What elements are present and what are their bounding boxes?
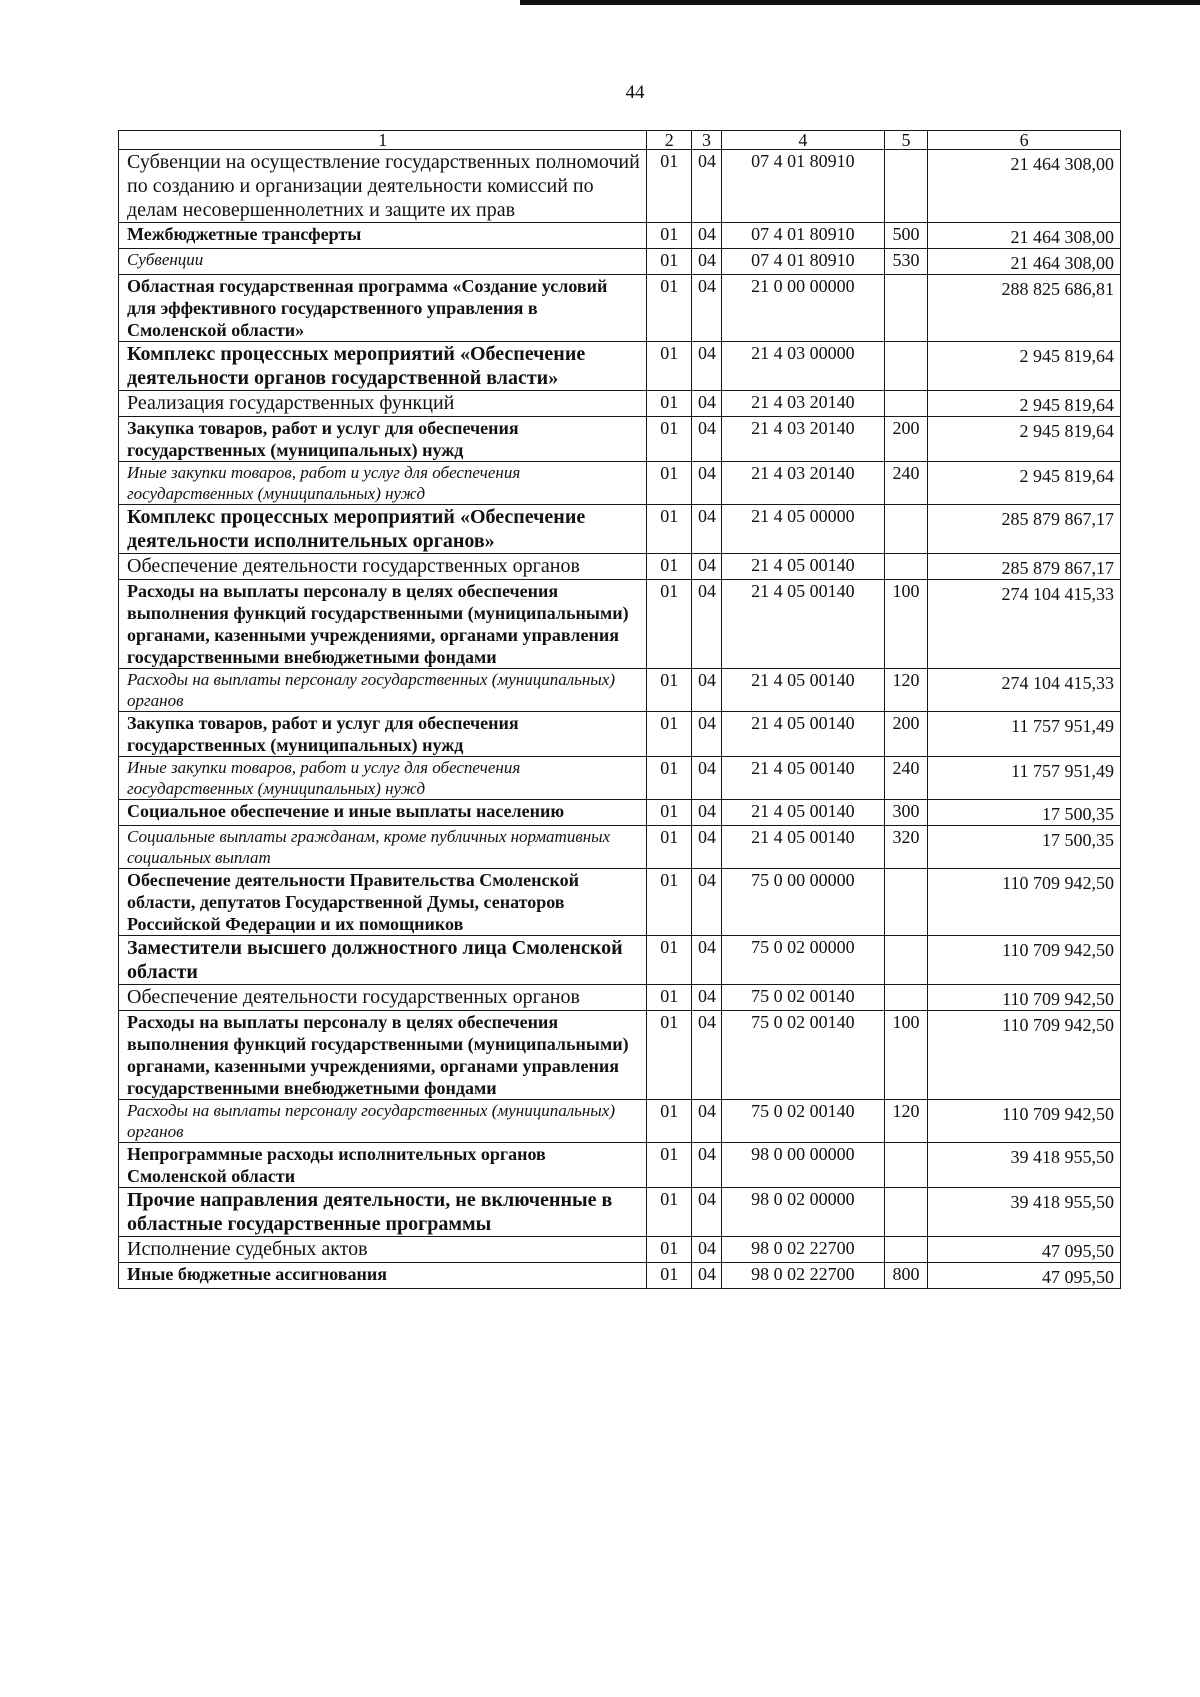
row-subsection-cell: 04 bbox=[692, 554, 722, 580]
row-target-code-cell: 75 0 02 00000 bbox=[722, 936, 885, 985]
row-amount-cell: 110 709 942,50 bbox=[928, 869, 1121, 936]
row-amount-cell: 110 709 942,50 bbox=[928, 1100, 1121, 1143]
row-target-code-cell: 21 4 05 00140 bbox=[722, 826, 885, 869]
row-subsection-cell: 04 bbox=[692, 985, 722, 1011]
row-section-cell: 01 bbox=[647, 275, 692, 342]
row-section-cell: 01 bbox=[647, 342, 692, 391]
row-target-code-cell: 98 0 02 22700 bbox=[722, 1237, 885, 1263]
row-expense-type-cell: 200 bbox=[884, 417, 928, 462]
table-row bbox=[119, 1188, 1121, 1237]
row-expense-type-cell: 100 bbox=[884, 1011, 928, 1100]
table-row bbox=[119, 757, 1121, 800]
row-amount-cell: 288 825 686,81 bbox=[928, 275, 1121, 342]
table-row bbox=[119, 150, 1121, 223]
row-name-cell: Расходы на выплаты персоналу государственных (муниципальных) органов bbox=[119, 1100, 647, 1143]
row-target-code-cell: 75 0 02 00140 bbox=[722, 1100, 885, 1143]
row-expense-type-cell bbox=[884, 869, 928, 936]
row-amount-cell: 110 709 942,50 bbox=[928, 1011, 1121, 1100]
table-row bbox=[119, 417, 1121, 462]
budget-table bbox=[118, 130, 1121, 1289]
row-subsection-cell: 04 bbox=[692, 669, 722, 712]
table-row bbox=[119, 712, 1121, 757]
row-target-code-cell: 07 4 01 80910 bbox=[722, 150, 885, 223]
row-amount-cell: 2 945 819,64 bbox=[928, 462, 1121, 505]
row-subsection-cell: 04 bbox=[692, 462, 722, 505]
page-number: 44 bbox=[625, 82, 645, 103]
row-section-cell: 01 bbox=[647, 800, 692, 826]
table-row bbox=[119, 1237, 1121, 1263]
row-subsection-cell: 04 bbox=[692, 275, 722, 342]
row-subsection-cell: 04 bbox=[692, 936, 722, 985]
row-name-cell: Реализация государственных функций bbox=[119, 391, 647, 417]
row-subsection-cell: 04 bbox=[692, 826, 722, 869]
row-amount-cell: 2 945 819,64 bbox=[928, 417, 1121, 462]
row-target-code-cell: 21 4 05 00140 bbox=[722, 580, 885, 669]
row-expense-type-cell bbox=[884, 342, 928, 391]
row-name-cell: Иные закупки товаров, работ и услуг для обеспечения государственных (муниципальных) нужд bbox=[119, 757, 647, 800]
table-row bbox=[119, 391, 1121, 417]
row-target-code-cell: 21 4 05 00000 bbox=[722, 505, 885, 554]
table-row bbox=[119, 505, 1121, 554]
table-row bbox=[119, 1143, 1121, 1188]
table-row bbox=[119, 462, 1121, 505]
row-subsection-cell: 04 bbox=[692, 342, 722, 391]
row-target-code-cell: 75 0 02 00140 bbox=[722, 985, 885, 1011]
row-target-code-cell: 21 4 05 00140 bbox=[722, 712, 885, 757]
row-target-code-cell: 21 4 03 20140 bbox=[722, 391, 885, 417]
row-subsection-cell: 04 bbox=[692, 712, 722, 757]
row-expense-type-cell bbox=[884, 150, 928, 223]
row-amount-cell: 11 757 951,49 bbox=[928, 757, 1121, 800]
row-section-cell: 01 bbox=[647, 249, 692, 275]
row-subsection-cell: 04 bbox=[692, 249, 722, 275]
row-expense-type-cell: 300 bbox=[884, 800, 928, 826]
row-target-code-cell: 75 0 02 00140 bbox=[722, 1011, 885, 1100]
row-name-cell: Закупка товаров, работ и услуг для обеспечения государственных (муниципальных) нужд bbox=[119, 417, 647, 462]
row-section-cell: 01 bbox=[647, 1263, 692, 1289]
table-row bbox=[119, 1011, 1121, 1100]
row-amount-cell: 17 500,35 bbox=[928, 800, 1121, 826]
table-row bbox=[119, 249, 1121, 275]
row-amount-cell: 274 104 415,33 bbox=[928, 669, 1121, 712]
row-target-code-cell: 21 0 00 00000 bbox=[722, 275, 885, 342]
row-amount-cell: 110 709 942,50 bbox=[928, 985, 1121, 1011]
row-amount-cell: 110 709 942,50 bbox=[928, 936, 1121, 985]
row-subsection-cell: 04 bbox=[692, 1237, 722, 1263]
row-amount-cell: 21 464 308,00 bbox=[928, 223, 1121, 249]
row-name-cell: Субвенции bbox=[119, 249, 647, 275]
row-name-cell: Комплекс процессных мероприятий «Обеспечение деятельности исполнительных органов» bbox=[119, 505, 647, 554]
row-target-code-cell: 21 4 03 00000 bbox=[722, 342, 885, 391]
row-target-code-cell: 21 4 05 00140 bbox=[722, 800, 885, 826]
row-target-code-cell: 98 0 02 22700 bbox=[722, 1263, 885, 1289]
row-name-cell: Исполнение судебных актов bbox=[119, 1237, 647, 1263]
row-expense-type-cell bbox=[884, 391, 928, 417]
row-name-cell: Заместители высшего должностного лица Смоленской области bbox=[119, 936, 647, 985]
row-expense-type-cell: 320 bbox=[884, 826, 928, 869]
row-expense-type-cell bbox=[884, 505, 928, 554]
row-section-cell: 01 bbox=[647, 1188, 692, 1237]
row-target-code-cell: 21 4 05 00140 bbox=[722, 554, 885, 580]
row-name-cell: Комплекс процессных мероприятий «Обеспечение деятельности органов государственной власти» bbox=[119, 342, 647, 391]
row-amount-cell: 47 095,50 bbox=[928, 1237, 1121, 1263]
row-amount-cell: 47 095,50 bbox=[928, 1263, 1121, 1289]
row-section-cell: 01 bbox=[647, 712, 692, 757]
row-expense-type-cell: 500 bbox=[884, 223, 928, 249]
table-row bbox=[119, 985, 1121, 1011]
table-row bbox=[119, 223, 1121, 249]
row-subsection-cell: 04 bbox=[692, 757, 722, 800]
row-amount-cell: 2 945 819,64 bbox=[928, 391, 1121, 417]
table-row bbox=[119, 669, 1121, 712]
row-expense-type-cell bbox=[884, 936, 928, 985]
table-row bbox=[119, 1100, 1121, 1143]
row-name-cell: Непрограммные расходы исполнительных органов Смоленской области bbox=[119, 1143, 647, 1188]
table-row bbox=[119, 1263, 1121, 1289]
table-row bbox=[119, 936, 1121, 985]
row-name-cell: Областная государственная программа «Создание условий для эффективного государственного управления в Смоленской области» bbox=[119, 275, 647, 342]
row-subsection-cell: 04 bbox=[692, 1188, 722, 1237]
row-name-cell: Расходы на выплаты персоналу государственных (муниципальных) органов bbox=[119, 669, 647, 712]
row-target-code-cell: 21 4 03 20140 bbox=[722, 417, 885, 462]
table-row bbox=[119, 580, 1121, 669]
row-subsection-cell: 04 bbox=[692, 1100, 722, 1143]
header-col-2: 2 bbox=[647, 131, 692, 150]
table-row bbox=[119, 342, 1121, 391]
row-subsection-cell: 04 bbox=[692, 417, 722, 462]
row-amount-cell: 2 945 819,64 bbox=[928, 342, 1121, 391]
row-name-cell: Расходы на выплаты персоналу в целях обеспечения выполнения функций государственными (муниципальными) органами, казенными учреждениями, органами управления государственными внебюджетными фондами bbox=[119, 580, 647, 669]
row-name-cell: Субвенции на осуществление государственных полномочий по созданию и организации деятельности комиссий по делам несовершеннолетних и защите их прав bbox=[119, 150, 647, 223]
header-col-6: 6 bbox=[928, 131, 1121, 150]
row-section-cell: 01 bbox=[647, 1143, 692, 1188]
row-expense-type-cell bbox=[884, 985, 928, 1011]
table-row bbox=[119, 554, 1121, 580]
row-subsection-cell: 04 bbox=[692, 1263, 722, 1289]
row-name-cell: Расходы на выплаты персоналу в целях обеспечения выполнения функций государственными (муниципальными) органами, казенными учреждениями, органами управления государственными внебюджетными фондами bbox=[119, 1011, 647, 1100]
row-expense-type-cell bbox=[884, 275, 928, 342]
row-section-cell: 01 bbox=[647, 826, 692, 869]
row-expense-type-cell bbox=[884, 1188, 928, 1237]
row-target-code-cell: 07 4 01 80910 bbox=[722, 223, 885, 249]
row-section-cell: 01 bbox=[647, 1100, 692, 1143]
row-target-code-cell: 21 4 03 20140 bbox=[722, 462, 885, 505]
row-section-cell: 01 bbox=[647, 1237, 692, 1263]
row-name-cell: Прочие направления деятельности, не включенные в областные государственные программы bbox=[119, 1188, 647, 1237]
row-section-cell: 01 bbox=[647, 1011, 692, 1100]
row-amount-cell: 17 500,35 bbox=[928, 826, 1121, 869]
row-target-code-cell: 21 4 05 00140 bbox=[722, 669, 885, 712]
table-body bbox=[119, 150, 1121, 1289]
row-amount-cell: 39 418 955,50 bbox=[928, 1143, 1121, 1188]
row-section-cell: 01 bbox=[647, 462, 692, 505]
row-subsection-cell: 04 bbox=[692, 800, 722, 826]
row-expense-type-cell bbox=[884, 1143, 928, 1188]
row-subsection-cell: 04 bbox=[692, 391, 722, 417]
header-col-3: 3 bbox=[692, 131, 722, 150]
row-name-cell: Иные бюджетные ассигнования bbox=[119, 1263, 647, 1289]
row-expense-type-cell: 120 bbox=[884, 669, 928, 712]
header-col-1: 1 bbox=[119, 131, 647, 150]
row-section-cell: 01 bbox=[647, 869, 692, 936]
row-expense-type-cell bbox=[884, 554, 928, 580]
row-subsection-cell: 04 bbox=[692, 1143, 722, 1188]
row-name-cell: Иные закупки товаров, работ и услуг для обеспечения государственных (муниципальных) нужд bbox=[119, 462, 647, 505]
row-section-cell: 01 bbox=[647, 505, 692, 554]
table-row bbox=[119, 800, 1121, 826]
row-target-code-cell: 98 0 00 00000 bbox=[722, 1143, 885, 1188]
row-amount-cell: 39 418 955,50 bbox=[928, 1188, 1121, 1237]
row-expense-type-cell: 240 bbox=[884, 757, 928, 800]
row-target-code-cell: 75 0 00 00000 bbox=[722, 869, 885, 936]
row-section-cell: 01 bbox=[647, 757, 692, 800]
table-row bbox=[119, 869, 1121, 936]
row-subsection-cell: 04 bbox=[692, 580, 722, 669]
row-expense-type-cell: 240 bbox=[884, 462, 928, 505]
row-subsection-cell: 04 bbox=[692, 150, 722, 223]
row-target-code-cell: 98 0 02 00000 bbox=[722, 1188, 885, 1237]
row-expense-type-cell: 530 bbox=[884, 249, 928, 275]
row-section-cell: 01 bbox=[647, 936, 692, 985]
row-amount-cell: 285 879 867,17 bbox=[928, 505, 1121, 554]
header-col-4: 4 bbox=[722, 131, 885, 150]
scan-artifact-bar bbox=[520, 0, 1200, 5]
row-name-cell: Обеспечение деятельности Правительства Смоленской области, депутатов Государственной Думы, сенаторов Российской Федерации и их помощников bbox=[119, 869, 647, 936]
row-section-cell: 01 bbox=[647, 391, 692, 417]
row-name-cell: Закупка товаров, работ и услуг для обеспечения государственных (муниципальных) нужд bbox=[119, 712, 647, 757]
row-amount-cell: 11 757 951,49 bbox=[928, 712, 1121, 757]
row-subsection-cell: 04 bbox=[692, 869, 722, 936]
table-row bbox=[119, 275, 1121, 342]
row-name-cell: Межбюджетные трансферты bbox=[119, 223, 647, 249]
row-section-cell: 01 bbox=[647, 985, 692, 1011]
row-amount-cell: 274 104 415,33 bbox=[928, 580, 1121, 669]
row-expense-type-cell: 100 bbox=[884, 580, 928, 669]
row-name-cell: Обеспечение деятельности государственных органов bbox=[119, 985, 647, 1011]
row-expense-type-cell bbox=[884, 1237, 928, 1263]
row-amount-cell: 21 464 308,00 bbox=[928, 249, 1121, 275]
row-section-cell: 01 bbox=[647, 223, 692, 249]
row-section-cell: 01 bbox=[647, 580, 692, 669]
row-target-code-cell: 07 4 01 80910 bbox=[722, 249, 885, 275]
row-section-cell: 01 bbox=[647, 554, 692, 580]
table-header-row bbox=[119, 131, 1121, 150]
row-section-cell: 01 bbox=[647, 669, 692, 712]
header-col-5: 5 bbox=[884, 131, 928, 150]
row-expense-type-cell: 120 bbox=[884, 1100, 928, 1143]
table-row bbox=[119, 826, 1121, 869]
row-name-cell: Социальные выплаты гражданам, кроме публичных нормативных социальных выплат bbox=[119, 826, 647, 869]
row-amount-cell: 21 464 308,00 bbox=[928, 150, 1121, 223]
row-amount-cell: 285 879 867,17 bbox=[928, 554, 1121, 580]
row-subsection-cell: 04 bbox=[692, 223, 722, 249]
row-expense-type-cell: 800 bbox=[884, 1263, 928, 1289]
row-name-cell: Обеспечение деятельности государственных органов bbox=[119, 554, 647, 580]
row-expense-type-cell: 200 bbox=[884, 712, 928, 757]
row-subsection-cell: 04 bbox=[692, 505, 722, 554]
row-subsection-cell: 04 bbox=[692, 1011, 722, 1100]
row-section-cell: 01 bbox=[647, 417, 692, 462]
row-section-cell: 01 bbox=[647, 150, 692, 223]
row-name-cell: Социальное обеспечение и иные выплаты населению bbox=[119, 800, 647, 826]
row-target-code-cell: 21 4 05 00140 bbox=[722, 757, 885, 800]
